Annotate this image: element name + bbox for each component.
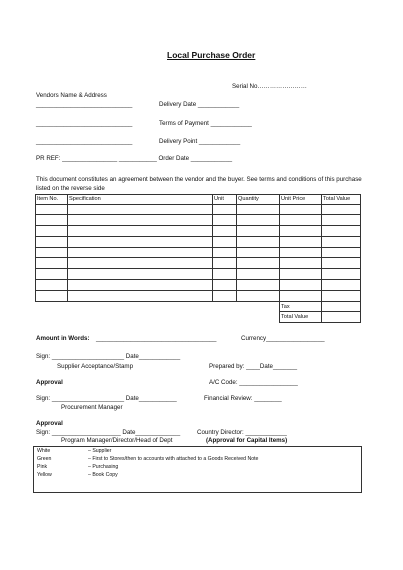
- table-row[interactable]: [36, 269, 361, 280]
- currency-field[interactable]: Currency_________________: [241, 335, 325, 342]
- approval-heading-1: Approval: [36, 379, 63, 386]
- copy-green-color: Green: [37, 456, 52, 462]
- serial-no: Serial No……………………: [232, 83, 307, 90]
- procurement-sign-line[interactable]: Sign: _____________________ Date___________: [36, 395, 177, 402]
- table-header-row: [36, 195, 361, 205]
- prepared-by-field[interactable]: Prepared by: ____Date_______: [209, 363, 298, 370]
- copy-green-desc: – First to Stores/then to accounts with attached to a Goods Received Note: [88, 456, 259, 462]
- capital-items-label: (Approval for Capital Items): [206, 437, 288, 444]
- pr-ref-line[interactable]: PR REF: ________________ ___________ Order Date ____________: [36, 155, 233, 162]
- program-manager-label: Program Manager/Director/Head of Dept: [61, 437, 173, 444]
- ac-code-field[interactable]: A/C Code: _________________: [209, 379, 298, 386]
- col-unit: Unit: [213, 195, 237, 205]
- agreement-text: This document constitutes an agreement between the vendor and the buyer. See terms and conditions of this purchase listed on the reverse side: [36, 176, 362, 192]
- col-item-no: Item No.: [36, 195, 68, 205]
- program-manager-sign-line[interactable]: Sign: ____________________ Date_____________: [36, 429, 181, 436]
- copy-white-desc: – Supplier: [88, 448, 112, 454]
- amount-words-label: Amount in Words:: [36, 335, 90, 342]
- vendor-line-2-blank[interactable]: ____________________________: [36, 120, 133, 127]
- copy-yellow-color: Yellow: [37, 472, 52, 478]
- vendors-heading: Vendors Name & Address: [36, 92, 107, 99]
- vendor-line-1-blank[interactable]: ____________________________: [36, 101, 133, 108]
- tax-row: [36, 301, 361, 312]
- table-row[interactable]: [36, 215, 361, 226]
- procurement-manager-label: Procurement Manager: [61, 404, 123, 411]
- col-specification: Specification: [68, 195, 213, 205]
- table-row[interactable]: [36, 204, 361, 215]
- tax-value[interactable]: [322, 301, 361, 312]
- copy-pink-color: Pink: [37, 464, 48, 470]
- table-row[interactable]: [36, 247, 361, 258]
- amount-words-field[interactable]: ___________________________________: [96, 335, 217, 342]
- table-row[interactable]: [36, 280, 361, 291]
- copies-distribution-box: [33, 446, 362, 493]
- tax-label: Tax: [280, 301, 322, 312]
- table-row[interactable]: [36, 236, 361, 247]
- delivery-point-field[interactable]: Delivery Point ____________: [159, 138, 241, 145]
- delivery-date-field[interactable]: Delivery Date ____________: [159, 101, 240, 108]
- copy-white-color: White: [37, 448, 51, 454]
- col-unit-price: Unit Price: [280, 195, 322, 205]
- country-director-field[interactable]: Country Director: ____________: [197, 429, 287, 436]
- table-row[interactable]: [36, 290, 361, 301]
- vendor-line-3-blank[interactable]: ____________________________: [36, 138, 133, 145]
- col-quantity: Quantity: [237, 195, 280, 205]
- total-row: [36, 312, 361, 323]
- items-table: [35, 194, 361, 323]
- copy-yellow-desc: – Book Copy: [88, 472, 118, 478]
- supplier-sign-line[interactable]: Sign: _____________________ Date____________: [36, 353, 181, 360]
- copy-pink-desc: – Purchasing: [88, 464, 119, 470]
- table-row[interactable]: [36, 226, 361, 237]
- table-row[interactable]: [36, 258, 361, 269]
- supplier-acceptance-label: Supplier Acceptance/Stamp: [57, 363, 134, 370]
- total-value[interactable]: [322, 312, 361, 323]
- terms-of-payment-field[interactable]: Terms of Payment ____________: [159, 120, 252, 127]
- approval-heading-2: Approval: [36, 420, 63, 427]
- financial-review-field[interactable]: Financial Review: ________: [204, 395, 282, 402]
- col-total-value: Total Value: [322, 195, 361, 205]
- total-label: Total Value: [280, 312, 322, 323]
- page-title: Local Purchase Order: [167, 50, 256, 60]
